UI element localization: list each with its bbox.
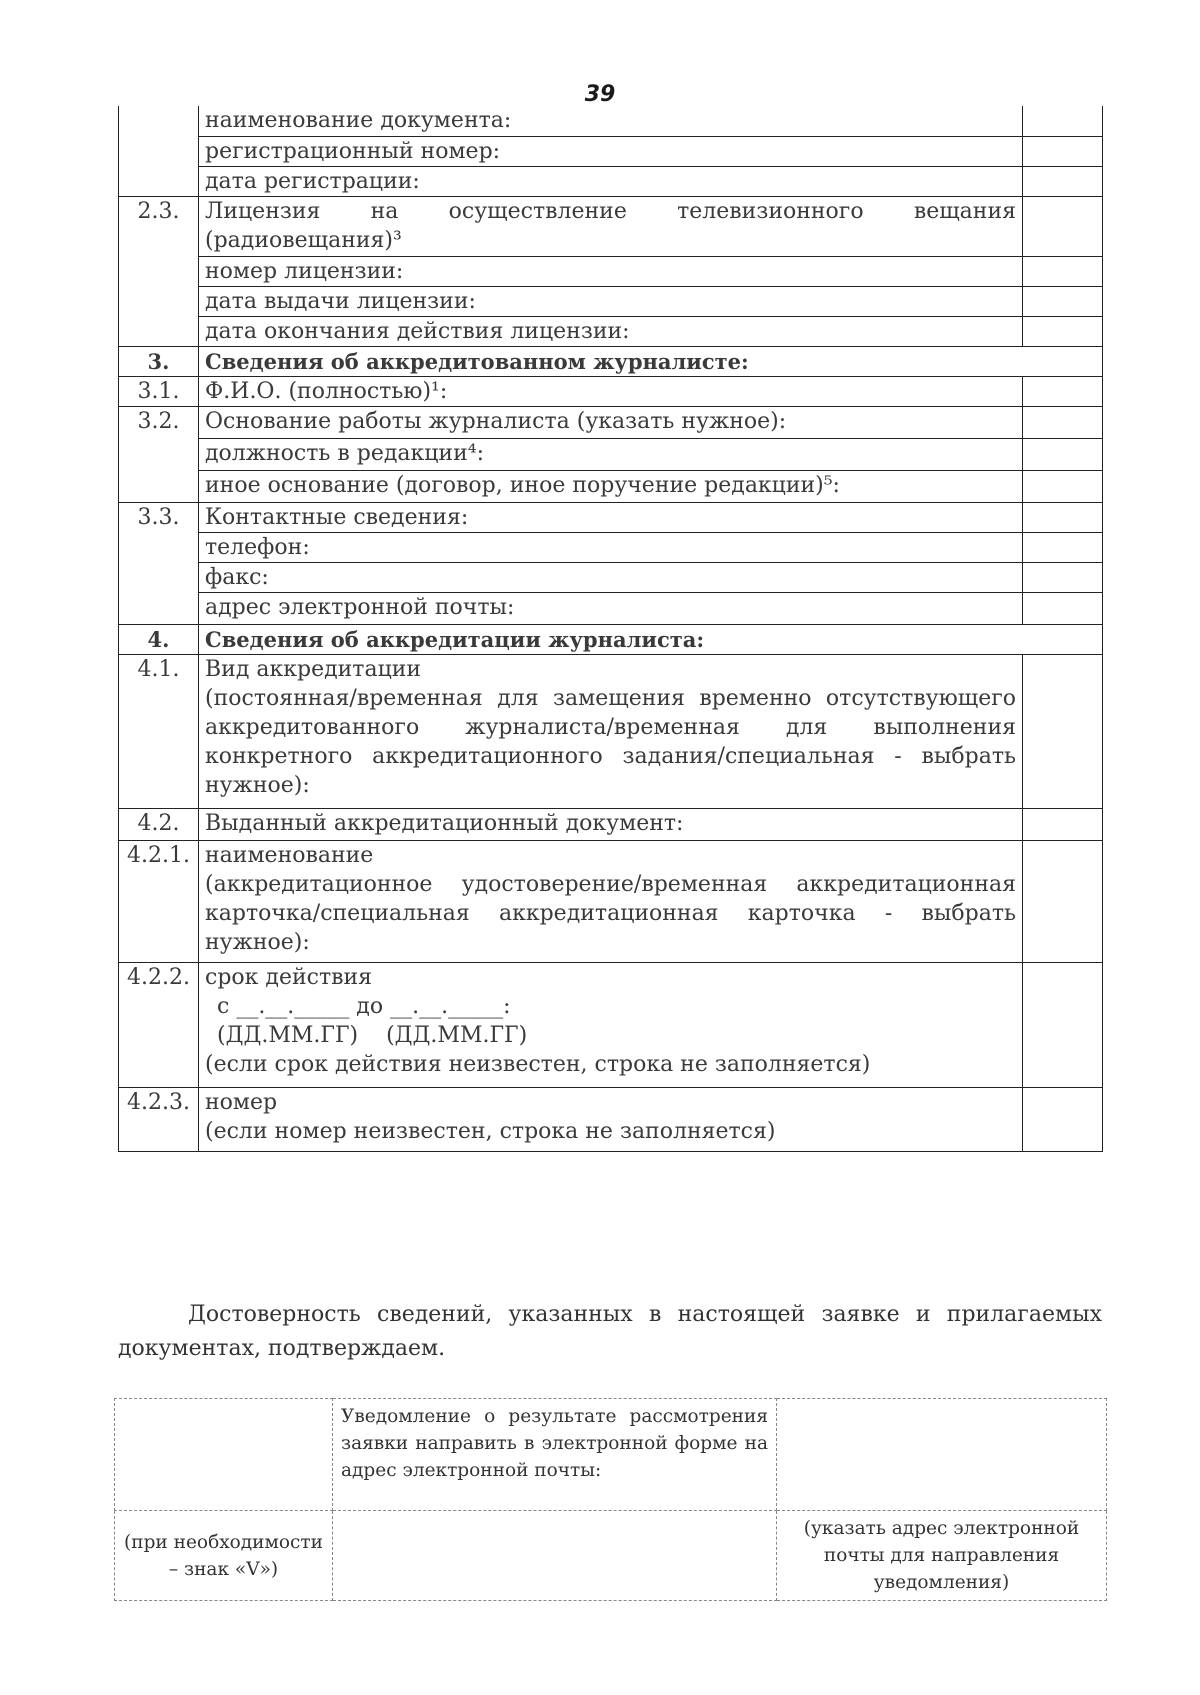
row-label: факс: — [199, 562, 1023, 592]
row-label: Контактные сведения: — [199, 502, 1023, 532]
row-label: Основание работы журналиста (указать нужное): — [199, 406, 1023, 438]
table-row — [119, 256, 1103, 286]
row-label: иное основание (договор, иное поручение редакции)⁵: — [199, 470, 1023, 502]
value-cell[interactable] — [1023, 406, 1103, 438]
row-number — [119, 106, 199, 196]
table-row — [119, 286, 1103, 316]
value-cell[interactable] — [1023, 166, 1103, 196]
date-range-field[interactable]: с __.__._____ до __.__._____: — [217, 993, 511, 1019]
value-cell[interactable] — [1023, 840, 1103, 962]
row-number: 3.2. — [119, 406, 199, 502]
notification-hint-row — [115, 1511, 1107, 1601]
value-cell[interactable] — [1023, 106, 1103, 136]
value-cell[interactable] — [1023, 654, 1103, 808]
row-number: 4.2. — [119, 808, 199, 840]
table-row — [119, 592, 1103, 624]
section-header-row — [119, 346, 1103, 376]
row-label: номер лицензии: — [199, 256, 1023, 286]
value-cell[interactable] — [1023, 532, 1103, 562]
section-title: Сведения об аккредитованном журналисте: — [199, 346, 1103, 376]
value-cell[interactable] — [1023, 562, 1103, 592]
value-cell[interactable] — [1023, 502, 1103, 532]
table-row — [119, 502, 1103, 532]
row-number: 4.2.3. — [119, 1087, 199, 1151]
email-hint: (указать адрес электронной почты для направления уведомления) — [777, 1511, 1107, 1601]
value-cell[interactable] — [1023, 286, 1103, 316]
table-row — [119, 962, 1103, 1087]
section-number: 4. — [119, 624, 199, 654]
table-row — [119, 166, 1103, 196]
section-number: 3. — [119, 346, 199, 376]
table-row — [119, 654, 1103, 808]
table-row — [119, 808, 1103, 840]
section-header-row — [119, 624, 1103, 654]
value-cell[interactable] — [1023, 196, 1103, 256]
table-row — [119, 532, 1103, 562]
value-cell[interactable] — [1023, 470, 1103, 502]
row-label-note: (если срок действия неизвестен, строка не заполняется) — [205, 1051, 871, 1077]
row-label: телефон: — [199, 532, 1023, 562]
row-label: дата окончания действия лицензии: — [199, 316, 1023, 346]
row-label — [199, 654, 1023, 808]
value-cell[interactable] — [1023, 376, 1103, 406]
row-label-main: срок действия — [205, 964, 373, 990]
table-row — [119, 136, 1103, 166]
table-row — [119, 376, 1103, 406]
row-label: дата выдачи лицензии: — [199, 286, 1023, 316]
confirmation-statement: Достоверность сведений, указанных в настоящей заявке и прилагаемых документах, подтверждаем. — [118, 1302, 1102, 1361]
value-cell[interactable] — [1023, 962, 1103, 1087]
table-row — [119, 470, 1103, 502]
row-label — [199, 962, 1023, 1087]
value-cell[interactable] — [1023, 808, 1103, 840]
value-cell[interactable] — [1023, 256, 1103, 286]
value-cell[interactable] — [1023, 438, 1103, 470]
value-cell[interactable] — [1023, 1087, 1103, 1151]
notification-text: Уведомление о результате рассмотрения заявки направить в электронной форме на адрес электронной почты: — [333, 1399, 777, 1511]
notification-table — [114, 1398, 1107, 1601]
table-row — [119, 406, 1103, 438]
section-title: Сведения об аккредитации журналиста: — [199, 624, 1103, 654]
row-label — [199, 840, 1023, 962]
row-label: регистрационный номер: — [199, 136, 1023, 166]
row-number: 3.3. — [119, 502, 199, 624]
notification-row — [115, 1399, 1107, 1511]
row-label — [199, 1087, 1023, 1151]
row-label-main: номер — [205, 1089, 278, 1115]
row-label-main: Вид аккредитации — [205, 656, 422, 682]
value-cell[interactable] — [1023, 316, 1103, 346]
row-label-note: (если номер неизвестен, строка не заполняется) — [205, 1118, 776, 1144]
checkbox-hint: (при необходимости – знак «V») — [115, 1511, 333, 1601]
row-label: наименование документа: — [199, 106, 1023, 136]
row-label: Лицензия на осуществление телевизионного вещания (радиовещания)³ — [199, 196, 1023, 256]
checkbox-cell[interactable] — [115, 1399, 333, 1511]
row-label: дата регистрации: — [199, 166, 1023, 196]
application-form-table — [118, 106, 1103, 1152]
row-number: 2.3. — [119, 196, 199, 346]
row-number: 4.1. — [119, 654, 199, 808]
table-row — [119, 840, 1103, 962]
row-label-details: (аккредитационное удостоверение/временная аккредитационная карточка/специальная аккредитационная карточка - выбрать нужное): — [205, 871, 1016, 955]
row-label-details: (постоянная/временная для замещения временно отсутствующего аккредитованного журналиста/временная для выполнения конкретного аккредитационного задания/специальная - выбрать нужное): — [205, 685, 1016, 798]
empty-cell — [333, 1511, 777, 1601]
value-cell[interactable] — [1023, 592, 1103, 624]
value-cell[interactable] — [1023, 136, 1103, 166]
row-label: адрес электронной почты: — [199, 592, 1023, 624]
row-label: Выданный аккредитационный документ: — [199, 808, 1023, 840]
table-row — [119, 1087, 1103, 1151]
row-number: 4.2.1. — [119, 840, 199, 962]
row-number: 4.2.2. — [119, 962, 199, 1087]
table-row — [119, 196, 1103, 256]
row-number: 3.1. — [119, 376, 199, 406]
date-format-hint: (ДД.ММ.ГГ) (ДД.ММ.ГГ) — [217, 1022, 528, 1048]
table-row — [119, 106, 1103, 136]
table-row — [119, 438, 1103, 470]
email-cell[interactable] — [777, 1399, 1107, 1511]
table-row — [119, 562, 1103, 592]
table-row — [119, 316, 1103, 346]
page-number: 39 — [584, 82, 616, 107]
row-label-main: наименование — [205, 842, 374, 868]
row-label: должность в редакции⁴: — [199, 438, 1023, 470]
row-label: Ф.И.О. (полностью)¹: — [199, 376, 1023, 406]
